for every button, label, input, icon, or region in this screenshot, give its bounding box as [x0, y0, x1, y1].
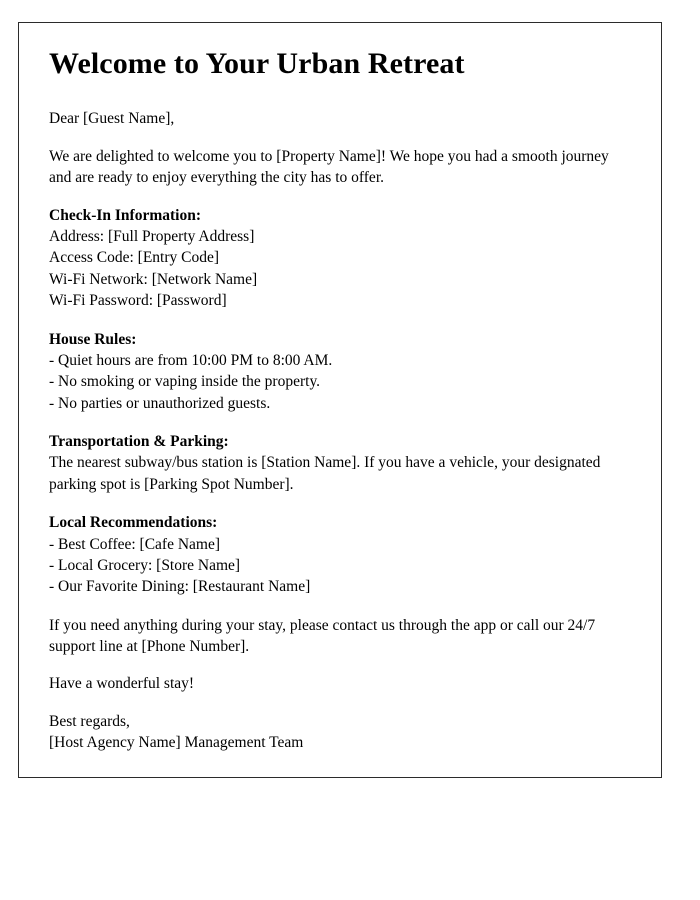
support-paragraph: If you need anything during your stay, please contact us through the app or call our 24/7 support line at [Phone Number]. — [49, 616, 596, 655]
section-line: - Local Grocery: [Store Name] — [49, 556, 241, 574]
signature-block — [49, 711, 631, 754]
section-heading: House Rules: — [49, 330, 137, 348]
section-line: Address: [Full Property Address] — [49, 228, 255, 245]
section-house-rules — [49, 329, 631, 415]
wish-paragraph: Have a wonderful stay! — [49, 675, 195, 693]
section-line: Wi-Fi Network: [Network Name] — [49, 270, 258, 288]
section-transportation-parking — [49, 431, 631, 495]
section-heading: Local Recommendations: — [49, 514, 218, 532]
section-line: The nearest subway/bus station is [Station Name]. If you have a vehicle, your designated parking spot is [Parking Spot Number]. — [49, 454, 601, 493]
intro-paragraph: We are delighted to welcome you to [Property Name]! We hope you had a smooth journey and are ready to enjoy everything the city has to offer. — [49, 147, 609, 187]
section-line: Access Code: [Entry Code] — [49, 249, 220, 267]
signature-line: [Host Agency Name] Management Team — [49, 734, 304, 752]
section-check-in — [49, 205, 631, 312]
page-title: Welcome to Your Urban Retreat — [49, 47, 465, 80]
section-line: Wi-Fi Password: [Password] — [49, 292, 227, 310]
section-line: - No smoking or vaping inside the property. — [49, 373, 321, 391]
section-line: - Best Coffee: [Cafe Name] — [49, 535, 221, 553]
document-page — [18, 22, 662, 778]
section-line: - Quiet hours are from 10:00 PM to 8:00 AM. — [49, 351, 333, 369]
section-heading: Transportation & Parking: — [49, 433, 229, 450]
section-heading: Check-In Information: — [49, 206, 201, 224]
section-line: - Our Favorite Dining: [Restaurant Name] — [49, 578, 311, 596]
section-local-recommendations — [49, 512, 631, 598]
salutation: Dear [Guest Name], — [49, 109, 175, 127]
closing-line: Best regards, — [49, 712, 130, 730]
document-content — [19, 23, 661, 754]
section-line: - No parties or unauthorized guests. — [49, 394, 271, 412]
